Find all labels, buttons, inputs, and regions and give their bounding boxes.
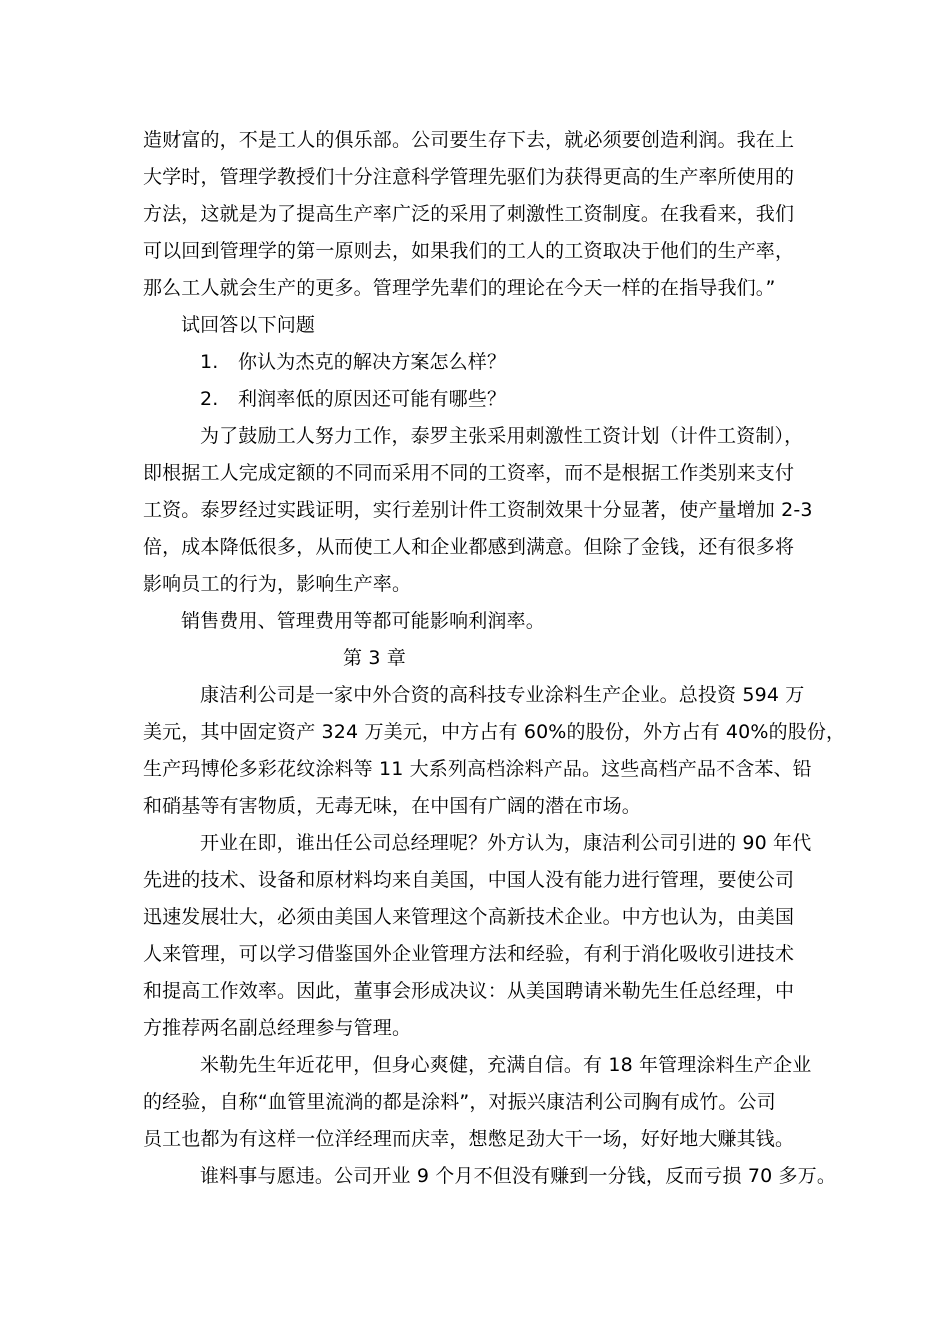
question-number: 2. — [200, 388, 219, 410]
text-line: 和硝基等有害物质，无毒无味，在中国有广阔的潜在市场。 — [143, 795, 641, 817]
text-line: 康洁利公司是一家中外合资的高科技专业涂料生产企业。总投资 594 万 — [200, 684, 805, 706]
text-line: 迅速发展壮大，必须由美国人来管理这个高新技术企业。中方也认为，由美国 — [143, 906, 795, 928]
text-line: 造财富的，不是工人的俱乐部。公司要生存下去，就必须要创造利润。我在上 — [143, 129, 795, 151]
text-line: 和提高工作效率。因此，董事会形成决议：从美国聘请米勒先生任总经理，中 — [143, 980, 795, 1002]
question-item — [200, 350, 506, 374]
text-line: 方推荐两名副总经理参与管理。 — [143, 1017, 412, 1039]
text-line: 的经验，自称“血管里流淌的都是涂料”，对振兴康洁利公司胸有成竹。公司 — [143, 1091, 776, 1113]
text-line: 销售费用、管理费用等都可能影响利润率。 — [181, 610, 545, 632]
question-prompt: 试回答以下问题 — [181, 314, 316, 336]
text-line: 即根据工人完成定额的不同而采用不同的工资率，而不是根据工作类别来支付 — [143, 462, 795, 484]
text-line: 工资。泰罗经过实践证明，实行差别计件工资制效果十分显著，使产量增加 2-3 — [143, 499, 813, 521]
text-line: 人来管理，可以学习借鉴国外企业管理方法和经验，有利于消化吸收引进技术 — [143, 943, 795, 965]
question-text: 你认为杰克的解决方案怎么样？ — [238, 351, 507, 373]
text-line: 米勒先生年近花甲，但身心爽健，充满自信。有 18 年管理涂料生产企业 — [200, 1054, 812, 1076]
text-line: 谁料事与愿违。公司开业 9 个月不但没有赚到一分钱，反而亏损 70 多万。 — [200, 1165, 836, 1187]
question-item — [200, 387, 506, 411]
text-line: 美元，其中固定资产 324 万美元，中方占有 60%的股份，外方占有 40%的股份， — [143, 721, 846, 743]
text-line: 可以回到管理学的第一原则去，如果我们的工人的工资取决于他们的生产率， — [143, 240, 795, 262]
text-line: 为了鼓励工人努力工作，泰罗主张采用刺激性工资计划（计件工资制）， — [200, 425, 804, 447]
text-line: 生产玛博伦多彩花纹涂料等 11 大系列高档涂料产品。这些高档产品不含苯、铅 — [143, 758, 812, 780]
text-line: 影响员工的行为，影响生产率。 — [143, 573, 412, 595]
text-line: 大学时，管理学教授们十分注意科学管理先驱们为获得更高的生产率所使用的 — [143, 166, 795, 188]
text-line: 方法，这就是为了提高生产率广泛的采用了刺激性工资制度。在我看来，我们 — [143, 203, 795, 225]
question-number: 1. — [200, 351, 219, 373]
text-line: 员工也都为有这样一位洋经理而庆幸，想憋足劲大干一场，好好地大赚其钱。 — [143, 1128, 795, 1150]
text-line: 倍，成本降低很多，从而使工人和企业都感到满意。但除了金钱，还有很多将 — [143, 536, 795, 558]
text-line: 先进的技术、设备和原材料均来自美国，中国人没有能力进行管理，要使公司 — [143, 869, 795, 891]
text-line: 开业在即，谁出任公司总经理呢？外方认为，康洁利公司引进的 90 年代 — [200, 832, 812, 854]
question-text: 利润率低的原因还可能有哪些？ — [238, 388, 507, 410]
chapter-heading: 第 3 章 — [343, 647, 406, 669]
text-line: 那么工人就会生产的更多。管理学先辈们的理论在今天一样的在指导我们。” — [143, 277, 776, 299]
